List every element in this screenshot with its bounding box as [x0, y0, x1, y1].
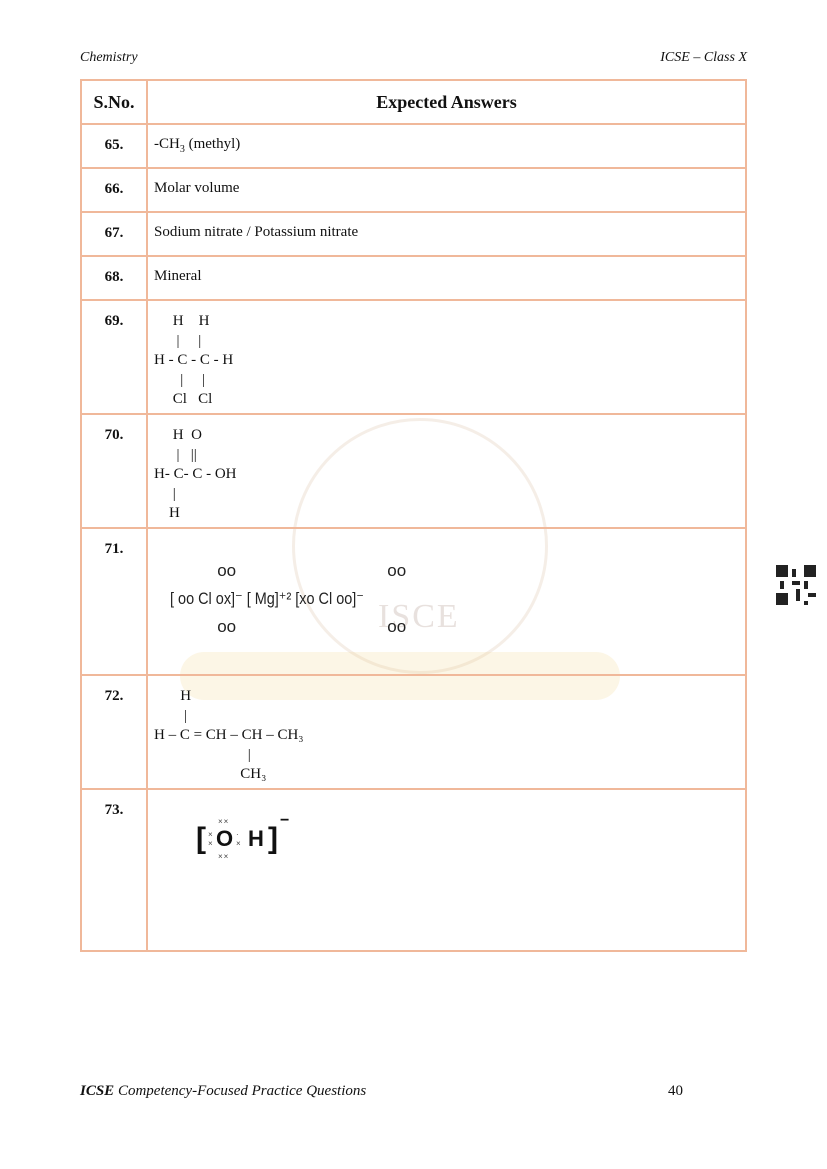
table-row — [81, 212, 746, 256]
left-bracket: [ — [196, 822, 206, 855]
footer-title-text: Competency-Focused Practice Questions — [114, 1083, 367, 1099]
right-bracket: ] — [268, 822, 278, 855]
lewis-formula: [ oo Cl ox]⁻ [ Mg]⁺² [xo Cl oo]⁻ — [170, 589, 364, 608]
answer-tail: (methyl) — [184, 136, 241, 152]
table-header-row — [81, 80, 746, 124]
row-answer — [147, 414, 746, 528]
row-answer — [147, 124, 746, 168]
row-sno: 65. — [81, 124, 147, 168]
answer-subscript: 3 — [179, 144, 185, 155]
oxygen-atom: O — [216, 826, 234, 851]
col-sno-header: S.No. — [81, 80, 147, 124]
electron-dots: ×× — [218, 817, 230, 826]
hydroxide-ion-diagram — [196, 812, 296, 864]
watermark-text: ISCE — [378, 598, 460, 635]
row-sno: 73. — [81, 789, 147, 951]
ion-charge: − — [280, 812, 290, 829]
row-sno: 66. — [81, 168, 147, 212]
header-subject: Chemistry — [80, 50, 138, 65]
electron-dots: × × — [208, 830, 214, 848]
col-answers-header: Expected Answers — [147, 80, 746, 124]
structural-formula: H H | | H - C - C - H | | Cl Cl — [154, 313, 234, 407]
footer-title — [80, 1083, 366, 1100]
row-answer: Mineral — [147, 256, 746, 300]
row-sno: 68. — [81, 256, 147, 300]
row-sno: 67. — [81, 212, 147, 256]
table-row — [81, 168, 746, 212]
table-row — [81, 789, 746, 951]
electron-dots: · × — [236, 830, 242, 848]
electron-dots: ×× — [218, 852, 230, 861]
structural-formula: H | H – C = CH – CH – CH₃ | CH₃ — [154, 688, 304, 782]
qr-code-icon — [776, 565, 816, 605]
row-answer — [147, 300, 746, 414]
table-row — [81, 675, 746, 789]
table-row — [81, 124, 746, 168]
hydrogen-atom: H — [248, 826, 264, 851]
row-answer — [147, 528, 746, 675]
structural-formula: H O | || H- C- C - OH | H — [154, 427, 237, 521]
answer-text: -CH — [154, 136, 180, 152]
row-answer — [147, 675, 746, 789]
lewis-bottom-dots: oo oo — [170, 617, 407, 636]
row-sno: 69. — [81, 300, 147, 414]
row-answer: Molar volume — [147, 168, 746, 212]
row-sno: 72. — [81, 675, 147, 789]
header-class: ICSE – Class X — [660, 50, 747, 65]
row-answer — [147, 789, 746, 951]
footer-brand: ICSE — [80, 1083, 115, 1099]
row-sno: 71. — [81, 528, 147, 675]
row-answer: Sodium nitrate / Potassium nitrate — [147, 212, 746, 256]
table-row — [81, 528, 746, 675]
answers-table — [80, 79, 747, 952]
row-sno: 70. — [81, 414, 147, 528]
lewis-structure — [170, 557, 406, 641]
table-row — [81, 300, 746, 414]
table-row — [81, 256, 746, 300]
page-number: 40 — [668, 1083, 683, 1099]
lewis-top-dots: oo oo — [170, 561, 407, 580]
table-row — [81, 414, 746, 528]
